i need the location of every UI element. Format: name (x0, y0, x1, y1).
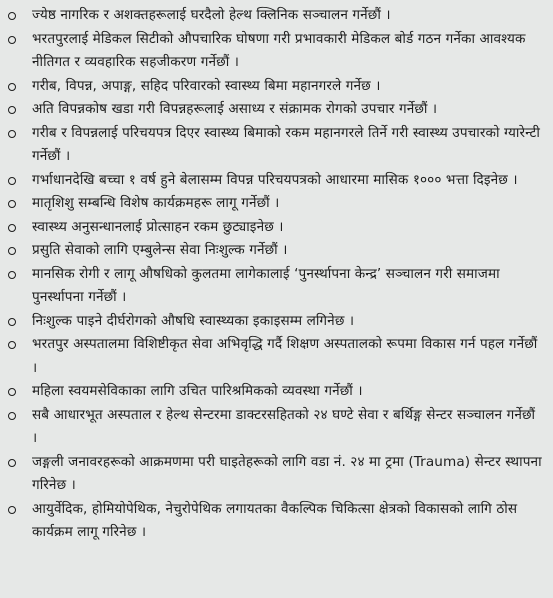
list-item (4, 216, 543, 240)
list-item-text: मानसिक रोगी र लागू औषधिको कुलतमा लागेकालाई ‘पुनर्स्थापना केन्द्र’ सञ्चालन गरी समाजमा पुनर्स्थापना गर्नेछौं । (32, 265, 500, 305)
list-item-text: प्रसुति सेवाको लागि एम्बुलेन्स सेवा निःशुल्क गर्नेछौं । (32, 242, 288, 258)
list-item (4, 122, 543, 169)
list-item (4, 239, 543, 263)
list-item (4, 4, 543, 28)
bullet-circle-icon (4, 216, 32, 232)
list-item (4, 451, 543, 498)
bullet-circle-icon (4, 98, 32, 114)
list-item-text: महिला स्वयमसेविकाका लागि उचित पारिश्रमिकको व्यवस्था गर्नेछौं । (32, 383, 363, 399)
list-item-text: मातृशिशु सम्बन्धि विशेष कार्यक्रमहरू लागू गर्नेछौं । (32, 195, 280, 211)
list-item-text: भरतपुरलाई मेडिकल सिटीको औपचारिक घोषणा गरी प्रभावकारी मेडिकल बोर्ड गठन गर्नेका आवश्यक नीतिगत र व्यवहारिक सहजीकरण गर्नेछौं । (32, 30, 526, 70)
list-item (4, 169, 543, 193)
bullet-circle-icon (4, 263, 32, 279)
bullet-circle-icon (4, 498, 32, 514)
list-item (4, 28, 543, 75)
list-item (4, 498, 543, 545)
bullet-circle-icon (4, 239, 32, 255)
list-item-text: सबै आधारभूत अस्पताल र हेल्थ सेन्टरमा डाक्टरसहितको २४ घण्टे सेवा र बर्थिङ्ग सेन्टर सञ्चालन गर्नेछौं । (32, 406, 536, 446)
bullet-circle-icon (4, 169, 32, 185)
list-item (4, 98, 543, 122)
list-item-text: आयुर्वेदिक, होमियोपेथिक, नेचुरोपेथिक लगायतका वैकल्पिक चिकित्सा क्षेत्रको विकासको लागि ठोस कार्यक्रम लागू गरिनेछ । (32, 500, 518, 540)
bullet-circle-icon (4, 404, 32, 420)
bullet-circle-icon (4, 333, 32, 349)
bullet-circle-icon (4, 28, 32, 44)
list-item-text: अति विपन्नकोष खडा गरी विपन्नहरूलाई असाध्य र संक्रामक रोगको उपचार गर्नेछौं । (32, 101, 438, 117)
list-item (4, 404, 543, 451)
bullet-circle-icon (4, 310, 32, 326)
bullet-circle-icon (4, 4, 32, 20)
bullet-circle-icon (4, 451, 32, 467)
manifesto-health-list (4, 4, 543, 545)
list-item-text: जङ्गली जनावरहरूको आक्रमणमा परी घाइतेहरूको लागि वडा नं. २४ मा ट्रमा (Trauma) सेन्टर स्थापना गरिनेछ । (32, 453, 542, 493)
list-item (4, 263, 543, 310)
list-item (4, 192, 543, 216)
list-item (4, 75, 543, 99)
list-item-text: भरतपुर अस्पतालमा विशिष्टीकृत सेवा अभिवृद्धि गर्दै शिक्षण अस्पतालको रूपमा विकास गर्न पहल गर्नेछौं । (32, 336, 538, 376)
list-item-text: ज्येष्ठ नागरिक र अशक्तहरूलाई घरदैलो हेल्थ क्लिनिक सञ्चालन गर्नेछौं । (32, 7, 391, 23)
list-item-text: गरीब र विपन्नलाई परिचयपत्र दिएर स्वास्थ्य बिमाको रकम महानगरले तिर्ने गरी स्वास्थ्य उपचारको ग्यारेन्टी गर्नेछौं । (32, 124, 540, 164)
list-item-text: स्वास्थ्य अनुसन्धानलाई प्रोत्साहन रकम छुट्याइनेछ । (32, 218, 284, 235)
bullet-circle-icon (4, 192, 32, 208)
list-item (4, 310, 543, 334)
list-item (4, 333, 543, 380)
list-item-text: निःशुल्क पाइने दीर्घरोगको औषधि स्वास्थ्यका इकाइसम्म लगिनेछ । (32, 312, 355, 329)
list-item (4, 380, 543, 404)
list-item-text: गर्भाधानदेखि बच्चा १ वर्ष हुने बेलासम्म विपन्न परिचयपत्रको आधारमा मासिक १००० भत्ता दिइनेछ । (32, 171, 518, 188)
bullet-circle-icon (4, 122, 32, 138)
bullet-circle-icon (4, 75, 32, 91)
bullet-circle-icon (4, 380, 32, 396)
list-item-text: गरीब, विपन्न, अपाङ्ग, सहिद परिवारको स्वास्थ्य बिमा महानगरले गर्नेछ । (32, 77, 381, 94)
